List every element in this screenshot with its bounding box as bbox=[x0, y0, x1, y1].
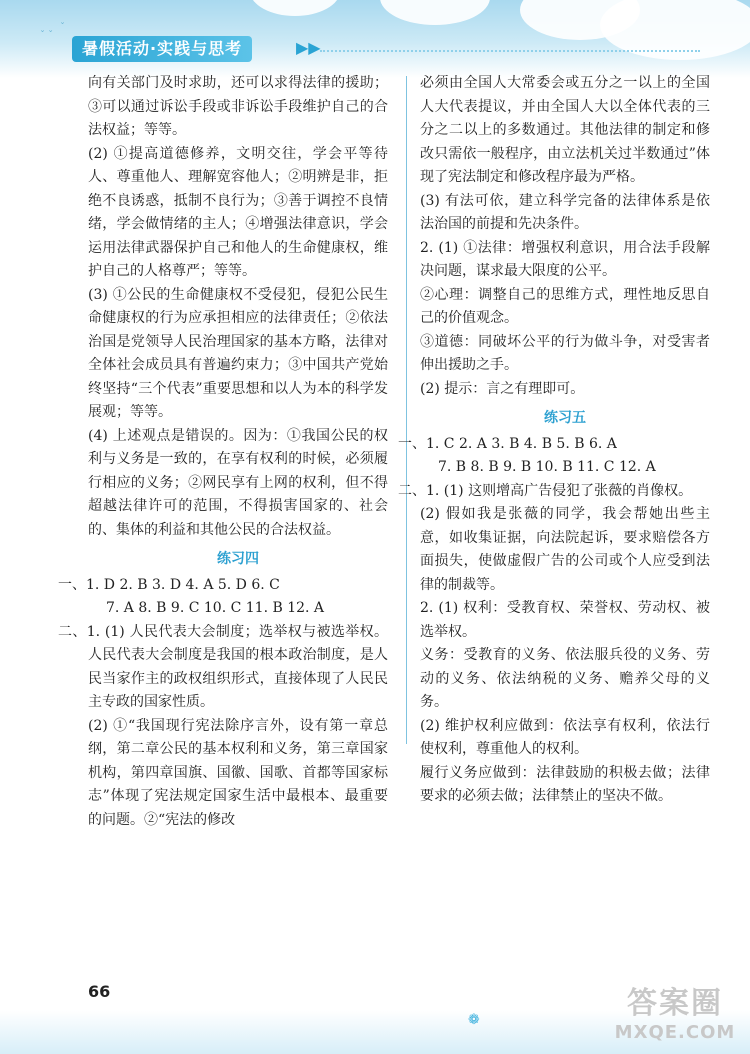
right-paragraph-4: ②心理：调整自己的思维方式，理性地反思自己的价值观念。 bbox=[420, 286, 710, 326]
choice-answers-line-1: 一、1. D 2. B 3. D 4. A 5. D 6. C bbox=[58, 576, 280, 593]
section-title-exercise-5: 练习五 bbox=[544, 410, 586, 426]
choice-answers-line-1: 一、1. C 2. A 3. B 4. B 5. B 6. A bbox=[398, 435, 617, 452]
section-title-exercise-4: 练习四 bbox=[217, 551, 259, 567]
right-paragraph-2: (3) 有法可依，建立科学完备的法律体系是依法治国的前提和先决条件。 bbox=[420, 192, 710, 232]
watermark-logo bbox=[610, 986, 740, 1048]
left-paragraph-2: (2) ①提高道德修养，文明交往，学会平等待人、尊重他人、理解宽容他人；②明辨是非，拒绝不良诱惑，抵制不良行为；③善于调控不良情绪，学会做情绪的主人；④增强法律意识，学会运用法律武器保护自己和他人的生命健康权，维护自己的人格尊严；等等。 bbox=[88, 145, 388, 279]
chevron-right-icon: ▶▶ bbox=[296, 38, 321, 57]
right-column bbox=[398, 72, 710, 809]
left-column bbox=[58, 72, 388, 832]
choice-answers-line-2: 7. A 8. B 9. C 10. C 11. B 12. A bbox=[106, 600, 325, 616]
left-answer-q1: 二、1. (1) 人民代表大会制度；选举权与被选举权。人民代表大会制度是我国的根本政治制度，是人民当家作主的政权组织形式，直接体现了人民民主专政的国家性质。 bbox=[58, 623, 388, 710]
page-header-banner bbox=[0, 0, 750, 78]
page-number: 66 bbox=[88, 982, 111, 1001]
right-answer-q6: 履行义务应做到：法律鼓励的积极去做；法律要求的必须去做；法律禁止的坚决不做。 bbox=[420, 764, 710, 804]
choice-answers-line-2: 7. B 8. B 9. B 10. B 11. C 12. A bbox=[438, 459, 656, 475]
right-paragraph-6: (2) 提示：言之有理即可。 bbox=[420, 380, 585, 397]
right-paragraph-1: 必须由全国人大常委会或五分之一以上的全国人大代表提议，并由全国人大以全体代表的三分之二以上的多数通过。其他法律的制定和修改只需依一般程序，由立法机关过半数通过”体现了宪法制定和修改程序最为严格。 bbox=[420, 75, 710, 185]
watermark-bottom-text: MXQE.COM bbox=[614, 1022, 736, 1043]
left-answer-q2: (2) ①“我国现行宪法除序言外，设有第一章总纲，第二章公民的基本权利和义务，第三章国家机构，第四章国旗、国徽、国歌、首都等国家标志”体现了宪法规定国家生活中最根本、最重要的问题。②“宪法的修改 bbox=[88, 717, 388, 828]
column-divider bbox=[406, 76, 407, 744]
left-paragraph-3: (3) ①公民的生命健康权不受侵犯，侵犯公民生命健康权的行为应承担相应的法律责任；②依法治国是党领导人民治理国家的基本方略，法律对全体社会成员具有普遍约束力；③中国共产党始终坚持“三个代表”重要思想和以人为本的科学发展观；等等。 bbox=[88, 286, 388, 420]
left-paragraph-4: (4) 上述观点是错误的。因为：①我国公民的权利与义务是一致的，在享有权利的时候，必须履行相应的义务；②网民享有上网的权利，但不得超越法律许可的范围，不得损害国家的、社会的、集体的利益和其他公民的合法权益。 bbox=[88, 427, 388, 538]
header-title: 暑假活动·实践与思考 bbox=[72, 36, 252, 62]
bird-icon: ˇ bbox=[60, 22, 65, 33]
right-answer-q3: 2. (1) 权利：受教育权、荣誉权、劳动权、被选举权。 bbox=[420, 600, 710, 640]
flower-icon: ❁ bbox=[468, 1012, 480, 1028]
right-answer-q1: 二、1. (1) 这则增高广告侵犯了张薇的肖像权。 bbox=[398, 482, 693, 499]
right-answer-q5: (2) 维护权利应做到：依法享有权利，依法行使权利，尊重他人的权利。 bbox=[420, 717, 710, 757]
right-paragraph-5: ③道德：同破坏公平的行为做斗争，对受害者伸出援助之手。 bbox=[420, 333, 710, 373]
bird-icon: ˇ ˇ bbox=[40, 30, 54, 41]
right-answer-q2: (2) 假如我是张薇的同学，我会帮她出些主意，如收集证据，向法院起诉，要求赔偿各方面损失，使做虚假广告的公司或个人应受到法律的制裁等。 bbox=[420, 506, 710, 593]
right-answer-q4: 义务：受教育的义务、依法服兵役的义务、劳动的义务、依法纳税的义务、赡养父母的义务。 bbox=[420, 647, 710, 710]
watermark-top-text: 答案圈 bbox=[627, 986, 723, 1021]
header-dotted-line bbox=[320, 50, 700, 52]
right-paragraph-3: 2. (1) ①法律：增强权利意识，用合法手段解决问题，谋求最大限度的公平。 bbox=[420, 239, 710, 279]
left-paragraph-1: 向有关部门及时求助，还可以求得法律的援助；③可以通过诉讼手段或非诉讼手段维护自己的合法权益；等等。 bbox=[88, 75, 388, 138]
